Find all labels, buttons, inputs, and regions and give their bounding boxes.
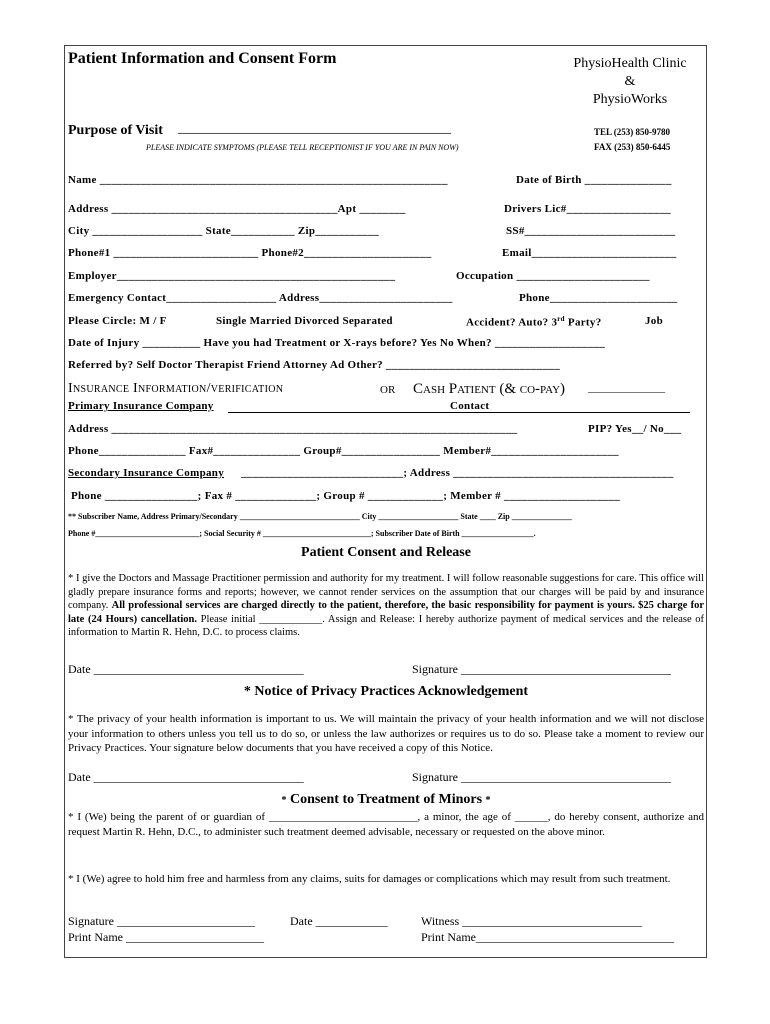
privacy-title: * Notice of Privacy Practices Acknowledgement bbox=[243, 684, 529, 699]
email-field[interactable]: Email_________________________ bbox=[502, 247, 677, 259]
marital-status-options[interactable]: Single Married Divorced Separated bbox=[216, 315, 393, 327]
drivers-license-field[interactable]: Drivers Lic#__________________ bbox=[504, 203, 671, 215]
print-name-field-1[interactable]: Print Name _______________________ bbox=[68, 930, 264, 944]
accident-options[interactable]: Accident? Auto? 3rd Party? bbox=[466, 315, 602, 329]
witness-field[interactable]: Witness ______________________________ bbox=[421, 914, 643, 928]
address-field[interactable]: Address _______________________________________Apt ________ bbox=[68, 203, 406, 215]
consent-title: Patient Consent and Release bbox=[301, 545, 471, 560]
clinic-tel: TEL (253) 850-9780 bbox=[594, 127, 671, 137]
name-field[interactable]: Name ____________________________________________________________ bbox=[68, 174, 448, 186]
occupation-field[interactable]: Occupation _______________________ bbox=[456, 270, 650, 282]
primary-insurance-label: Primary Insurance Company bbox=[68, 400, 214, 412]
emergency-contact-field[interactable]: Emergency Contact___________________ Address_______________________ bbox=[68, 292, 453, 304]
insurance-or: OR bbox=[380, 384, 396, 396]
primary-insurance-line[interactable] bbox=[228, 412, 690, 413]
privacy-date-field[interactable]: Date ___________________________________ bbox=[68, 770, 304, 784]
purpose-field[interactable]: _______________________________________ bbox=[178, 121, 451, 136]
secondary-insurance-label: Secondary Insurance Company bbox=[68, 467, 225, 479]
insurance-heading: Insurance Information/verification bbox=[68, 381, 284, 396]
clinic-name-line1: PhysioHealth Clinic bbox=[573, 56, 687, 71]
referred-by-row[interactable]: Referred by? Self Doctor Therapist Friend Attorney Ad Other? ______________________________ bbox=[68, 359, 561, 371]
subscriber-row[interactable]: ** Subscriber Name, Address Primary/Secondary ______________________________ City ____________________ State ____ Zip _______________ bbox=[68, 512, 572, 521]
clinic-fax: FAX (253) 850-6445 bbox=[594, 142, 671, 152]
clinic-name-line2: & bbox=[624, 74, 636, 89]
form-title: Patient Information and Consent Form bbox=[68, 50, 337, 67]
purpose-label: Purpose of Visit bbox=[68, 123, 163, 138]
insurance-phone-row[interactable]: Phone_______________ Fax#_______________ Group#_________________ Member#______________________ bbox=[68, 445, 619, 457]
consent-date-field[interactable]: Date ___________________________________ bbox=[68, 662, 304, 676]
ssn-field[interactable]: SS#__________________________ bbox=[506, 225, 676, 237]
minors-date-field[interactable]: Date ____________ bbox=[290, 914, 388, 928]
cash-copay-field[interactable]: ______________ bbox=[588, 382, 665, 394]
contact-label: Contact bbox=[450, 400, 490, 412]
pip-field[interactable]: PIP? Yes__/ No___ bbox=[588, 423, 682, 435]
consent-paragraph: * I give the Doctors and Massage Practitioner permission and authority for my treatment. I will follow reasonable suggestions for care. This office will gladly prepare insurance forms and reports; however, we cannot render services on the assumption that our charges will be paid by and insurance company. All professional services are charged directly to the patient, therefore, the basic responsibility for payment is yours. $25 charge for late (24 Hours) cancellation. Please initial ____________. Assign and Release: I hereby authorize payment of medical services and the release of information to Martin R. Hehn, D.C. to process claims. bbox=[68, 573, 704, 638]
cash-patient-heading: Cash Patient (& co-pay) bbox=[413, 381, 566, 397]
clinic-name-line3: PhysioWorks bbox=[592, 92, 668, 107]
print-name-field-2[interactable]: Print Name_________________________________ bbox=[421, 930, 674, 944]
date-of-injury-row[interactable]: Date of Injury __________ Have you had Treatment or X-rays before? Yes No When? ___________________ bbox=[68, 337, 606, 349]
job-option[interactable]: Job bbox=[645, 315, 664, 327]
gender-circle[interactable]: Please Circle: M / F bbox=[68, 315, 167, 327]
purpose-note: PLEASE INDICATE SYMPTOMS (PLEASE TELL RECEPTIONIST IF YOU ARE IN PAIN NOW) bbox=[146, 143, 459, 152]
employer-field[interactable]: Employer________________________________________________ bbox=[68, 270, 396, 282]
secondary-insurance-field[interactable]: ____________________________; Address ______________________________________ bbox=[241, 467, 674, 479]
secondary-phone-row[interactable]: Phone ________________; Fax # ______________; Group # _____________; Member # ____________________ bbox=[71, 490, 621, 502]
emergency-phone-field[interactable]: Phone______________________ bbox=[519, 292, 678, 304]
insurance-address-field[interactable]: Address ______________________________________________________________________ bbox=[68, 423, 518, 435]
minors-paragraph: * I (We) being the parent of or guardian of ___________________________, a minor, the age of ______, do hereby consent, authorize and request Martin R. Hehn, D.C., to administer such treatment deemed advisable, necessary or requested on the above minor. bbox=[68, 811, 704, 838]
consent-signature-field[interactable]: Signature ___________________________________ bbox=[412, 662, 671, 676]
hold-harmless-paragraph: * I (We) agree to hold him free and harmless from any claims, suits for damages or complications which may result from such treatment. bbox=[68, 873, 671, 885]
privacy-paragraph: * The privacy of your health information is important to us. We will maintain the privacy of your health information and we will not disclose your information to others unless you tell us to do so, or unless the law authorizes or requires us to do so. Please take a moment to review our Privacy Practices. Your signature below documents that you have received a copy of this Notice. bbox=[68, 713, 704, 754]
dob-field[interactable]: Date of Birth _______________ bbox=[516, 174, 672, 186]
minors-title: * Consent to Treatment of Minors * bbox=[281, 792, 491, 807]
minors-signature-field[interactable]: Signature _______________________ bbox=[68, 914, 255, 928]
subscriber-row2[interactable]: Phone #__________________________; Social Security # ___________________________; Subscriber Date of Birth __________________. bbox=[68, 529, 536, 538]
phone-fields[interactable]: Phone#1 _________________________ Phone#2______________________ bbox=[68, 247, 432, 259]
privacy-signature-field[interactable]: Signature ___________________________________ bbox=[412, 770, 671, 784]
city-state-zip-field[interactable]: City ___________________ State___________ Zip___________ bbox=[68, 225, 380, 237]
